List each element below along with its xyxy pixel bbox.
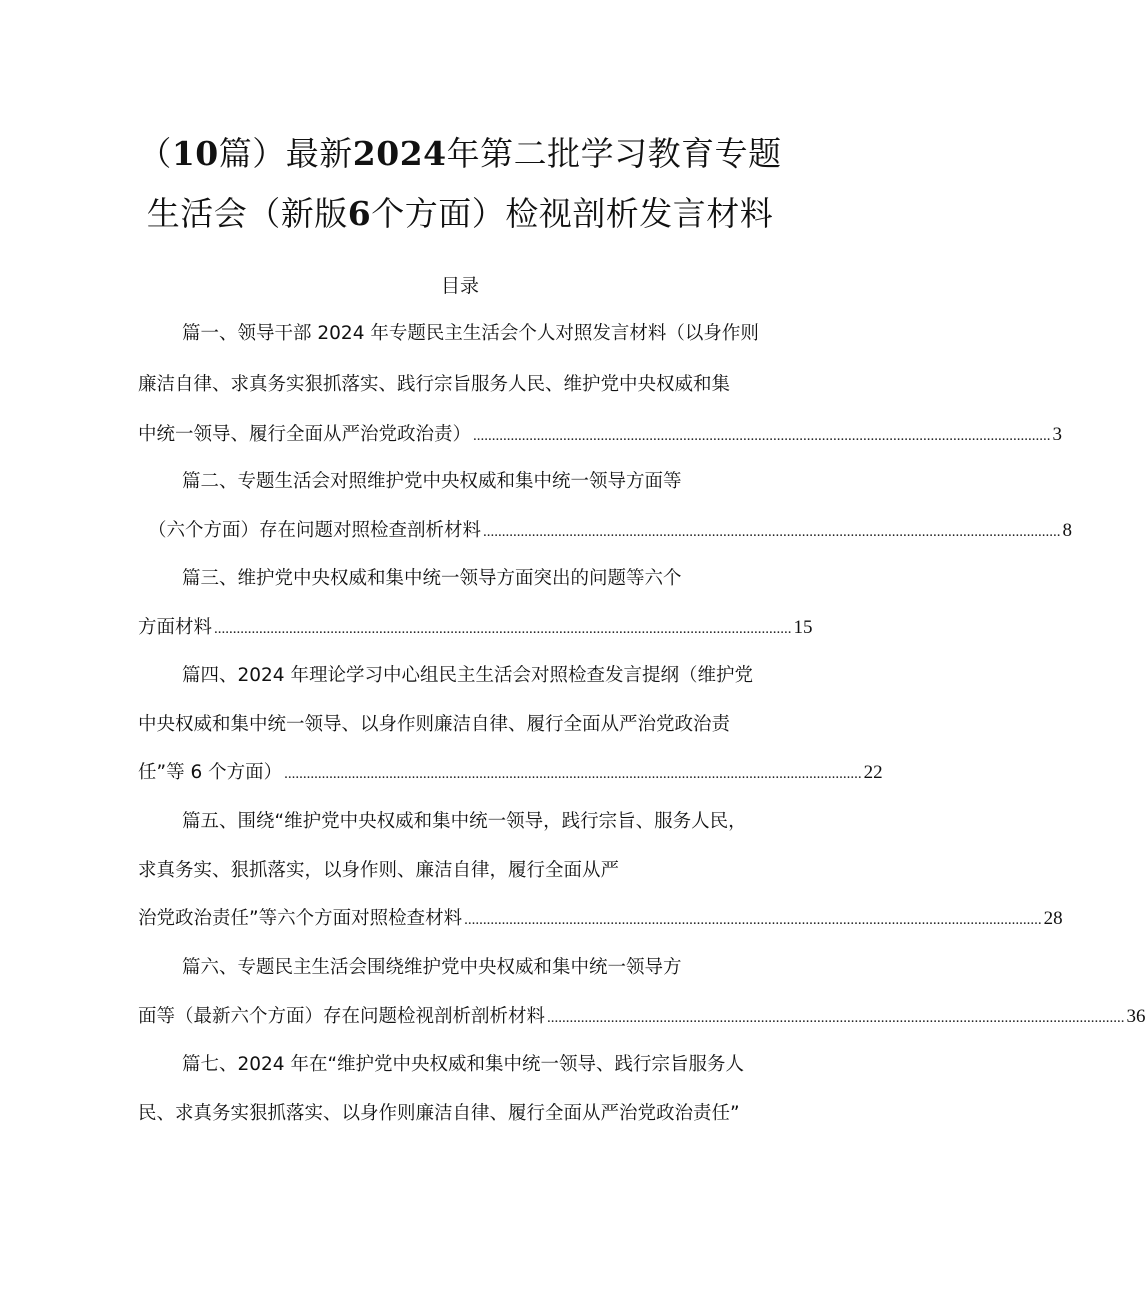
toc-entry-4-text: 任”等 6 个方面） [138,762,283,783]
toc-entry-1-text: 中统一领导、履行全面从严治党政治责） [138,424,472,445]
toc-entry-1-page: 3 [1052,424,1063,445]
toc-entry-7-line-1[interactable]: 篇七、2024 年在“维护党中央权威和集中统一领导、践行宗旨服务人 [182,1054,745,1075]
toc-entry-4-last-line[interactable] [138,759,883,788]
toc-entry-2-last-line[interactable] [148,517,1073,546]
toc-leader-dots: .......................................................................................................................................................... [547,1010,1125,1026]
toc-entry-4-page: 22 [863,762,883,783]
title-line-2: 生活会（新版6个方面）检视剖析发言材料 [146,194,774,233]
toc-heading: 目录 [440,275,479,297]
toc-entry-2-page: 8 [1062,520,1073,541]
toc-entry-7-line-2[interactable]: 民、求真务实狠抓落实、以身作则廉洁自律、履行全面从严治党政治责任” [138,1103,740,1124]
toc-entry-4-line-2[interactable]: 中央权威和集中统一领导、以身作则廉洁自律、履行全面从严治党政治责 [138,714,731,735]
toc-entry-6-page: 36 [1126,1006,1146,1027]
toc-entry-5-page: 28 [1043,908,1063,929]
toc-entry-5-line-1[interactable]: 篇五、围绕“维护党中央权威和集中统一领导，践行宗旨、服务人民， [182,811,747,832]
toc-entry-3-page: 15 [793,617,813,638]
toc-entry-3-text: 方面材料 [138,617,213,638]
toc-entry-5-last-line[interactable] [138,905,1063,934]
toc-entry-3-line-1[interactable]: 篇三、维护党中央权威和集中统一领导方面突出的问题等六个 [182,568,682,589]
toc-entry-5-line-2[interactable]: 求真务实、狠抓落实，以身作则、廉洁自律，履行全面从严 [138,860,620,881]
toc-entry-6-text: 面等（最新六个方面）存在问题检视剖析剖析材料 [138,1006,546,1027]
title-line-1: （10篇）最新2024年第二批学习教育专题 [138,134,782,173]
toc-entry-1-line-1[interactable]: 篇一、领导干部 2024 年专题民主生活会个人对照发言材料（以身作则 [182,323,759,344]
toc-entry-6-line-1[interactable]: 篇六、专题民主生活会围绕维护党中央权威和集中统一领导方 [182,957,682,978]
toc-leader-dots: .......................................................................................................................................................... [214,621,792,637]
toc-leader-dots: .......................................................................................................................................................... [473,428,1051,444]
toc-leader-dots: .......................................................................................................................................................... [483,524,1061,540]
toc-entry-1-last-line[interactable] [138,421,1063,450]
toc-leader-dots: .......................................................................................................................................................... [464,912,1042,928]
toc-entry-5-text: 治党政治责任”等六个方面对照检查材料 [138,908,463,929]
document-title [0,124,920,244]
toc-entry-2-text: （六个方面）存在问题对照检查剖析材料 [148,520,482,541]
toc-leader-dots: .......................................................................................................................................................... [284,766,862,782]
toc-entry-1-line-2[interactable]: 廉洁自律、求真务实狠抓落实、践行宗旨服务人民、维护党中央权威和集 [138,374,731,395]
toc-entry-6-last-line[interactable] [138,1003,1146,1032]
toc-entry-2-line-1[interactable]: 篇二、专题生活会对照维护党中央权威和集中统一领导方面等 [182,471,682,492]
toc-entry-4-line-1[interactable]: 篇四、2024 年理论学习中心组民主生活会对照检查发言提纲（维护党 [182,665,753,686]
toc-entry-3-last-line[interactable] [138,614,813,643]
